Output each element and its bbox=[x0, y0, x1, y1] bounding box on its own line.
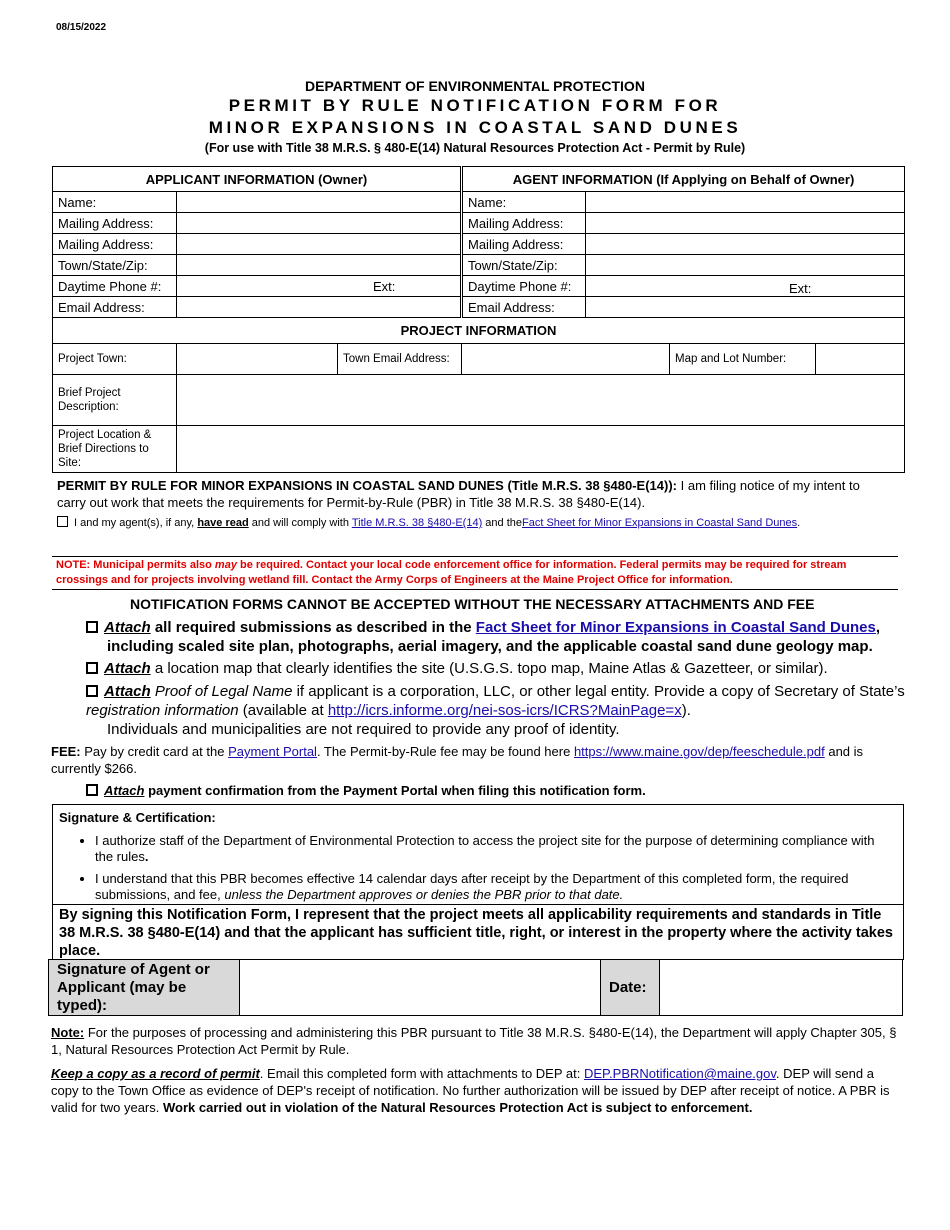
applicant-name-field[interactable] bbox=[177, 192, 462, 213]
statute-link[interactable]: Title M.R.S. 38 §480-E(14) bbox=[351, 517, 483, 529]
applicant-phone-label: Daytime Phone #: bbox=[53, 276, 177, 297]
keep-copy-text-a: . Email this completed form with attachments to DEP at: bbox=[259, 1066, 581, 1081]
footer-note bbox=[51, 1024, 901, 1058]
form-title-line1: PERMIT BY RULE NOTIFICATION FORM FOR bbox=[228, 96, 722, 115]
certification-title: Signature & Certification: bbox=[59, 810, 216, 825]
town-email-label: Town Email Address: bbox=[338, 344, 462, 375]
applicant-mailing2-label: Mailing Address: bbox=[53, 234, 177, 255]
form-subtitle: (For use with Title 38 M.R.S. § 480-E(14) Natural Resources Protection Act - Permit by Rule) bbox=[204, 141, 746, 155]
keep-copy-label: Keep a copy as a record of permit bbox=[51, 1066, 260, 1081]
certification-item-1 bbox=[95, 833, 885, 865]
dep-email-link[interactable]: DEP.PBRNotification@maine.gov bbox=[583, 1066, 776, 1081]
agent-town-field[interactable] bbox=[586, 255, 905, 276]
fact-sheet-link-small[interactable]: Fact Sheet for Minor Expansions in Coastal Sand Dunes bbox=[522, 517, 798, 529]
date-field[interactable] bbox=[660, 960, 903, 1016]
applicant-town-label: Town/State/Zip: bbox=[53, 255, 177, 276]
attach-word-1: Attach bbox=[104, 619, 151, 636]
municipal-note bbox=[56, 558, 896, 588]
fee-label: FEE: bbox=[51, 744, 81, 759]
attachment-3-proof: Proof of Legal Name bbox=[154, 683, 293, 700]
payment-attach-row bbox=[86, 783, 646, 798]
attachment-3-registration: registration information bbox=[86, 702, 239, 719]
signature-field[interactable] bbox=[240, 960, 601, 1016]
attach-word-3: Attach bbox=[104, 683, 151, 700]
attach-word-2: Attach bbox=[104, 660, 151, 677]
signature-label: Signature of Agent or Applicant (may be typed): bbox=[49, 960, 240, 1016]
agent-town-label: Town/State/Zip: bbox=[462, 255, 586, 276]
agent-phone-label: Daytime Phone #: bbox=[462, 276, 586, 297]
certification-2-text: I understand that this PBR becomes effective 14 calendar days after receipt by the Department of this completed form, the required submissions, and fee, bbox=[95, 871, 849, 902]
agent-email-field[interactable] bbox=[586, 297, 905, 318]
fee-paragraph bbox=[51, 743, 901, 777]
pbr-text: I am filing notice of my intent to carry out work that meets the requirements for Permit-by-Rule (PBR) in Title 38 M.R.S. 38 §480-E(14). bbox=[57, 478, 860, 510]
certification-1-text: I authorize staff of the Department of Environmental Protection to access the project site for the purpose of determining compliance with the rules bbox=[95, 833, 875, 864]
attachment-3-checkbox[interactable] bbox=[86, 685, 98, 697]
applicant-email-label: Email Address: bbox=[53, 297, 177, 318]
certification-1-period: . bbox=[144, 849, 149, 864]
certification-list bbox=[95, 833, 885, 909]
agent-mailing2-field[interactable] bbox=[586, 234, 905, 255]
attachment-3-text-e: ). bbox=[681, 702, 691, 719]
fee-text-b: . The Permit-by-Rule fee may be found here bbox=[316, 744, 571, 759]
icrs-link[interactable]: http://icrs.informe.org/nei-sos-icrs/ICRS?MainPage=x bbox=[327, 702, 682, 719]
payment-portal-link[interactable]: Payment Portal bbox=[228, 744, 317, 759]
agent-name-field[interactable] bbox=[586, 192, 905, 213]
keep-copy-text-b: . DEP will send a copy to the Town Office as evidence of DEP's receipt of notification. No further authorization will be issued by DEP after receipt of notice. A PBR is valid for two years. bbox=[51, 1066, 890, 1115]
have-read-mid: and will comply with bbox=[251, 517, 349, 529]
attach-word-payment: Attach bbox=[104, 783, 145, 798]
agent-phone-field[interactable] bbox=[586, 276, 905, 297]
agent-mailing-field[interactable] bbox=[586, 213, 905, 234]
footer-keep-copy bbox=[51, 1065, 901, 1116]
note-part1: NOTE: Municipal permits also bbox=[56, 559, 215, 571]
location-field[interactable] bbox=[177, 426, 905, 473]
attachment-1-checkbox[interactable] bbox=[86, 621, 98, 633]
certification-item-2 bbox=[95, 871, 885, 903]
project-heading: PROJECT INFORMATION bbox=[53, 318, 905, 344]
payment-checkbox[interactable] bbox=[86, 784, 98, 796]
map-lot-field[interactable] bbox=[816, 344, 905, 375]
applicant-email-field[interactable] bbox=[177, 297, 462, 318]
agent-mailing-label: Mailing Address: bbox=[462, 213, 586, 234]
applicant-ext-label: Ext: bbox=[373, 279, 396, 294]
have-read-prefix: I and my agent(s), if any, bbox=[74, 517, 195, 529]
form-title-line2: MINOR EXPANSIONS IN COASTAL SAND DUNES bbox=[208, 118, 742, 137]
applicant-town-field[interactable] bbox=[177, 255, 462, 276]
certification-2-italic: unless the Department approves or denies the PBR prior to that date. bbox=[224, 887, 624, 902]
map-lot-label: Map and Lot Number: bbox=[670, 344, 816, 375]
info-table bbox=[52, 166, 905, 473]
location-label: Project Location & Brief Directions to Site: bbox=[53, 426, 177, 473]
agent-mailing2-label: Mailing Address: bbox=[462, 234, 586, 255]
certification-box bbox=[52, 804, 904, 905]
have-read-and: and the bbox=[485, 517, 522, 529]
agent-name-label: Name: bbox=[462, 192, 586, 213]
applicant-phone-field[interactable] bbox=[177, 276, 462, 297]
note-italic: may bbox=[214, 559, 237, 571]
divider-top bbox=[52, 556, 898, 557]
attachment-item-2 bbox=[86, 659, 916, 678]
attachment-3-text-b: if applicant is a corporation, LLC, or other legal entity. Provide a copy of Secretary of State’s bbox=[296, 683, 905, 700]
pbr-statement bbox=[57, 477, 887, 511]
town-email-field[interactable] bbox=[462, 344, 670, 375]
date-label: Date: bbox=[601, 960, 660, 1016]
applicant-mailing-field[interactable] bbox=[177, 213, 462, 234]
fee-text-a: Pay by credit card at the bbox=[84, 744, 225, 759]
footer-note-text: For the purposes of processing and administering this PBR pursuant to Title 38 M.R.S. §480-E(14), the Department will apply Chapter 305, § 1, Natural Resources Protection Act Permit by Rule. bbox=[51, 1025, 897, 1057]
agent-ext-label: Ext: bbox=[789, 281, 812, 296]
pbr-bold: PERMIT BY RULE FOR MINOR EXPANSIONS IN COASTAL SAND DUNES (Title M.R.S. 38 §480-E(14)): bbox=[57, 478, 677, 493]
fact-sheet-link[interactable]: Fact Sheet for Minor Expansions in Coastal Sand Dunes bbox=[475, 619, 876, 636]
footer-note-label: Note: bbox=[51, 1025, 85, 1040]
fee-text-c: and is currently $266. bbox=[51, 744, 864, 776]
attachment-2-checkbox[interactable] bbox=[86, 662, 98, 674]
payment-attach-text: payment confirmation from the Payment Portal when filing this notification form. bbox=[148, 783, 646, 798]
keep-copy-bold: Work carried out in violation of the Natural Resources Protection Act is subject to enforcement. bbox=[163, 1100, 753, 1115]
attachment-1-text-a: all required submissions as described in the bbox=[154, 619, 472, 636]
have-read-emphasis: have read bbox=[197, 517, 249, 529]
note-part2: be required. Contact your local code enforcement office for information. Federal permits may be required for stream crossings and for projects involving wetland fill. Contact the Army Corps of Engineers at the Maine Project Office for information. bbox=[56, 559, 847, 586]
applicant-mailing2-field[interactable] bbox=[177, 234, 462, 255]
form-date: 08/15/2022 bbox=[56, 22, 107, 33]
applicant-heading: APPLICANT INFORMATION (Owner) bbox=[53, 167, 462, 192]
attachments-heading: NOTIFICATION FORMS CANNOT BE ACCEPTED WITHOUT THE NECESSARY ATTACHMENTS AND FEE bbox=[130, 596, 815, 612]
applicant-mailing-label: Mailing Address: bbox=[53, 213, 177, 234]
attachment-2-text: a location map that clearly identifies the site (U.S.G.S. topo map, Maine Atlas & Gazetteer, or similar). bbox=[154, 660, 828, 677]
agent-heading: AGENT INFORMATION (If Applying on Behalf of Owner) bbox=[462, 167, 905, 192]
attachment-1-text-b: including scaled site plan, photographs, aerial imagery, and the applicable coastal sand dune geology map. bbox=[107, 638, 873, 655]
have-read-period: . bbox=[797, 517, 801, 529]
description-label: Brief Project Description: bbox=[53, 375, 177, 426]
representation-statement: By signing this Notification Form, I represent that the project meets all applicability requirements and standards in Title 38 M.R.S. 38 §480-E(14) and that the applicant has sufficient title, right, or interest in the property where the activity takes place. bbox=[52, 904, 904, 960]
signature-table bbox=[48, 959, 903, 1016]
applicant-name-label: Name: bbox=[53, 192, 177, 213]
attachment-item-1: Attach all required submissions as described in the Fact Sheet for Minor Expansions in Coastal Sand Dunes, including scaled site plan, photographs, aerial imagery, and the applicable coastal sand dune geology map. bbox=[86, 618, 916, 656]
have-read-checkbox[interactable] bbox=[57, 516, 68, 527]
divider-bottom bbox=[52, 589, 898, 590]
have-read-row bbox=[57, 516, 917, 529]
fee-schedule-link[interactable]: https://www.maine.gov/dep/feeschedule.pdf bbox=[573, 744, 825, 759]
attachment-item-3 bbox=[86, 682, 916, 739]
description-field[interactable] bbox=[177, 375, 905, 426]
department-name: DEPARTMENT OF ENVIRONMENTAL PROTECTION bbox=[305, 78, 645, 94]
attachment-3-text-d: (available at bbox=[242, 702, 324, 719]
attachment-3-text-f: Individuals and municipalities are not required to provide any proof of identity. bbox=[107, 721, 620, 738]
project-town-field[interactable] bbox=[177, 344, 338, 375]
project-town-label: Project Town: bbox=[53, 344, 177, 375]
agent-email-label: Email Address: bbox=[462, 297, 586, 318]
